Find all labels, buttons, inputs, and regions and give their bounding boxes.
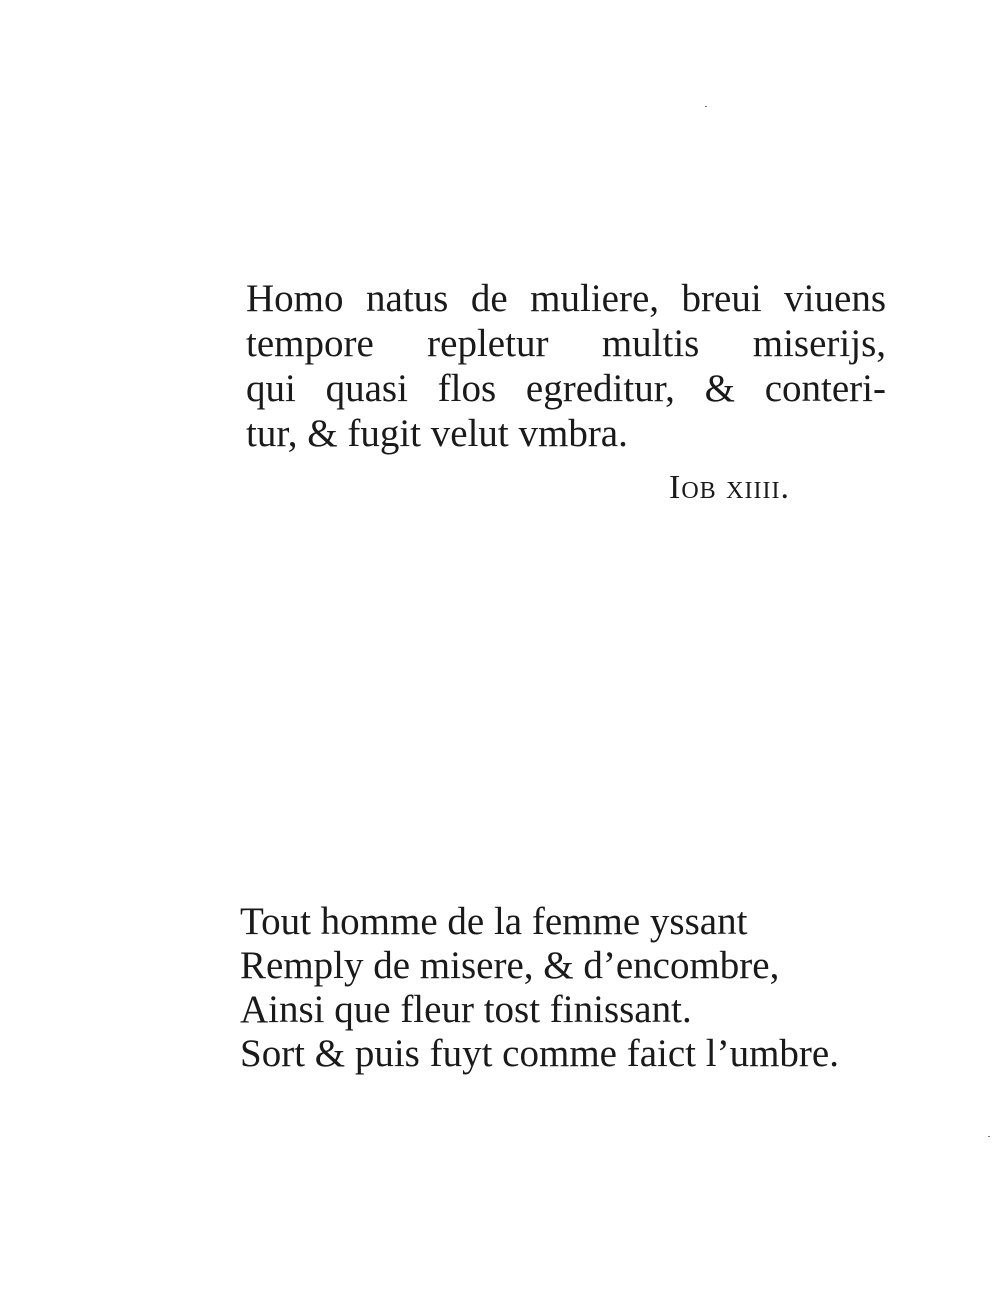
scripture-citation: Iob xiiii. (669, 469, 790, 506)
french-line-3: Ainsi que fleur tost finissant. (240, 988, 692, 1031)
paper-speck (988, 1136, 990, 1137)
latin-line-2: tempore repletur multis miserijs, (246, 322, 886, 365)
latin-epigraph (246, 276, 886, 456)
latin-line-3: qui quasi flos egreditur, & conteri- (246, 367, 886, 410)
french-verse (240, 900, 890, 1076)
french-line-1: Tout homme de la femme yssant (240, 900, 748, 943)
paper-speck (705, 106, 707, 107)
latin-line-1: Homo natus de muliere, breui viuens (246, 277, 886, 320)
french-line-2: Remply de misere, & d’encombre, (240, 944, 780, 987)
french-line-4: Sort & puis fuyt comme faict l’umbre. (240, 1032, 839, 1075)
latin-line-4: tur, & fugit velut vmbra. (246, 412, 628, 455)
